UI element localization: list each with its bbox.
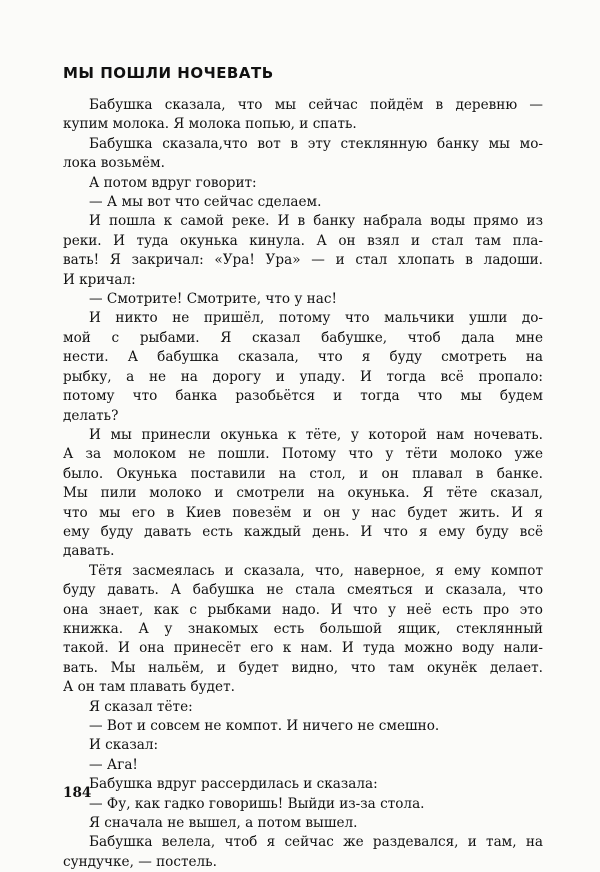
- text-line: мой с рыбами. Я сказал бабушке, чтоб дала мне: [63, 329, 543, 346]
- text-line: Тётя засмеялась и сказала, что, наверное, я ему компот: [89, 562, 543, 579]
- text-line: реки. И туда окунька кинула. А он взял и стал там пла-: [63, 232, 543, 249]
- text-line: лока возьмём.: [63, 155, 165, 172]
- page-number: 184: [63, 785, 92, 801]
- text-line: сундучке, — постель.: [63, 853, 217, 870]
- paragraph: [63, 193, 543, 212]
- paragraph: [63, 135, 543, 174]
- text-line: И пошла к самой реке. И в банку набрала воды прямо из: [89, 213, 543, 230]
- text-line: Я сначала не вышел, а потом вышел.: [89, 815, 358, 832]
- text-line: Я сказал тёте:: [89, 698, 193, 715]
- text-line: делать?: [63, 407, 119, 424]
- text-line: вать. Мы нальём, и будет видно, что там окунёк делает.: [63, 659, 543, 676]
- paragraph: [63, 174, 543, 193]
- text-line: вать! Я закричал: «Ура! Ура» — и стал хлопать в ладоши.: [63, 252, 543, 269]
- text-line: И мы принесли окунька к тёте, у которой нам ночевать.: [89, 426, 543, 443]
- paragraph: [63, 212, 543, 290]
- paragraph: [63, 795, 543, 814]
- text-line: рыбку, а не на дорогу и упаду. И тогда всё пропало:: [63, 368, 543, 385]
- text-line: Бабушка сказала, что мы сейчас пойдём в деревню —: [89, 97, 543, 113]
- paragraph: [63, 736, 543, 755]
- text-line: она знает, как с рыбками надо. И что у неё есть про это: [63, 601, 543, 618]
- text-line: — Ага!: [89, 756, 138, 773]
- paragraph: [63, 426, 543, 562]
- text-line: И кричал:: [63, 271, 136, 288]
- text-line: Бабушка велела, чтоб я сейчас же раздевался, и там, на: [89, 834, 543, 851]
- chapter-text: [63, 96, 543, 872]
- text-line: Бабушка сказала,что вот в эту стеклянную банку мы мо-: [89, 135, 543, 152]
- paragraph: [63, 96, 543, 135]
- paragraph: [63, 309, 543, 425]
- text-line: книжка. А у знакомых есть большой ящик, стеклянный: [63, 620, 543, 637]
- text-line: давать.: [63, 543, 115, 560]
- paragraph: [63, 756, 543, 775]
- paragraph: [63, 814, 543, 833]
- text-line: А потом вдруг говорит:: [89, 174, 257, 191]
- text-line: И никто не пришёл, потому что мальчики ушли до-: [89, 310, 543, 327]
- text-line: такой. И она принесёт его к нам. И туда можно воду нали-: [63, 640, 543, 657]
- paragraph: [63, 717, 543, 736]
- text-line: Бабушка вдруг рассердилась и сказала:: [89, 776, 378, 793]
- paragraph: [63, 290, 543, 309]
- paragraph: [63, 833, 543, 872]
- paragraph: [63, 698, 543, 717]
- text-line: Мы пили молоко и смотрели на окунька. Я тёте сказал,: [63, 485, 543, 502]
- text-line: что мы его в Киев повезём и он у нас будет жить. И я: [63, 504, 543, 521]
- text-line: купим молока. Я молока попью, и спать.: [63, 116, 357, 133]
- text-line: — Вот и совсем не компот. И ничего не смешно.: [89, 718, 440, 734]
- chapter-title: МЫ ПОШЛИ НОЧЕВАТЬ: [63, 64, 274, 82]
- text-line: потому что банка разобьётся и тогда что мы будем: [63, 388, 543, 405]
- text-line: ему буду давать есть каждый день. И что я ему буду всё: [63, 523, 543, 540]
- text-line: И сказал:: [89, 737, 159, 754]
- text-line: — Смотрите! Смотрите, что у нас!: [89, 291, 337, 308]
- text-line: А он там плавать будет.: [63, 679, 235, 696]
- text-line: нести. А бабушка сказала, что я буду смотреть на: [63, 349, 543, 366]
- text-line: было. Окунька поставили на стол, и он плавал в банке.: [63, 465, 543, 482]
- paragraph: [63, 562, 543, 698]
- paragraph: [63, 775, 543, 794]
- text-line: А за молоком не пошли. Потому что у тёти молоко уже: [63, 446, 543, 463]
- text-line: — Фу, как гадко говоришь! Выйди из-за стола.: [89, 795, 425, 812]
- text-line: буду давать. А бабушка не стала смеяться и сказала, что: [63, 582, 543, 599]
- text-line: — А мы вот что сейчас сделаем.: [89, 194, 322, 211]
